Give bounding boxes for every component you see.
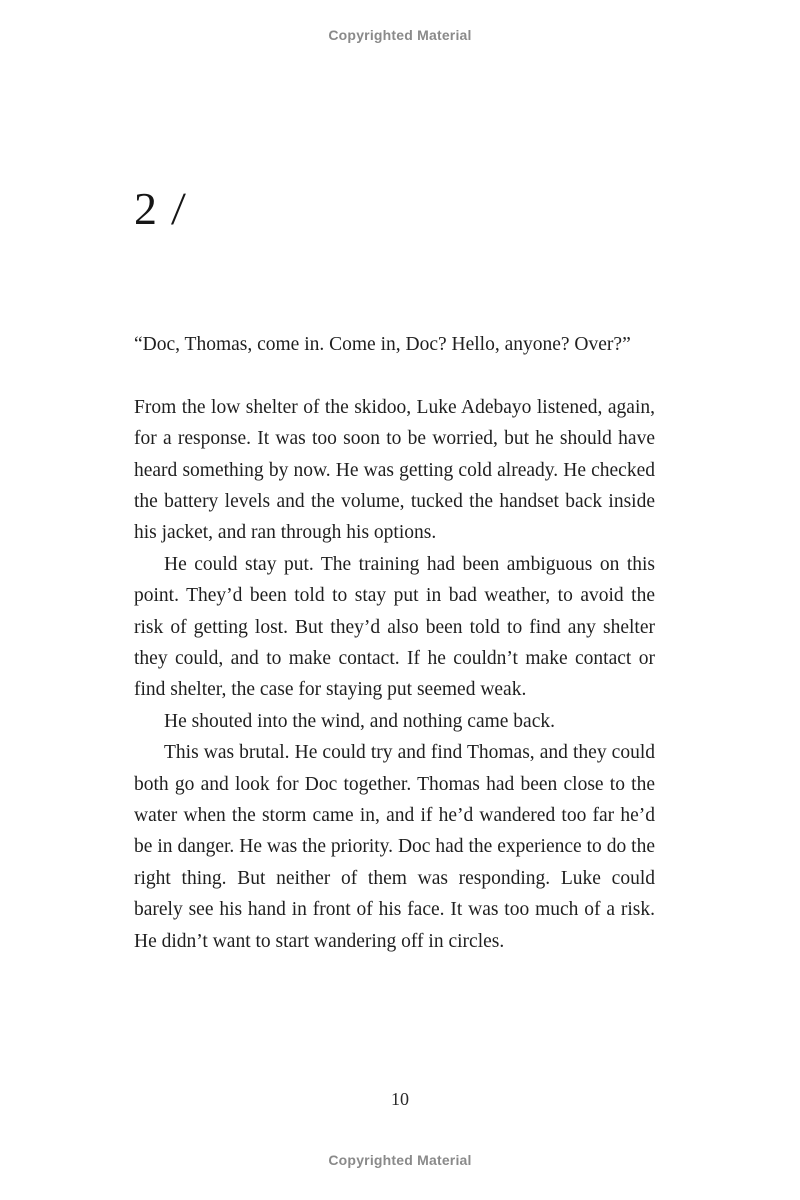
paragraph: This was brutal. He could try and find Thomas, and they could both go and look for Doc together. Thomas had been close to the water when the storm came in, and if he’d wandered too far he’d be in danger. He was the priority. Doc had the experience to do the right thing. But neither of them was responding. Luke could barely see his hand in front of his face. It was too much of a risk. He didn’t want to start wandering off in circles. [134,742,655,952]
copyright-banner-top: Copyrighted Material [328,27,472,43]
page-number: 10 [391,1089,409,1109]
paragraph: He shouted into the wind, and nothing came back. [164,710,555,732]
chapter-number: 2 [134,183,157,234]
chapter-heading [134,183,187,234]
paragraph-dialogue: “Doc, Thomas, come in. Come in, Doc? Hello, anyone? Over?” [134,334,631,355]
body-text-block [134,329,655,957]
chapter-separator-slash: / [170,183,187,234]
paragraph: He could stay put. The training had been ambiguous on this point. They’d been told to stay put in bad weather, to avoid the risk of getting lost. But they’d also been told to find any shelter they could, and to make contact. If he couldn’t make contact or find shelter, the case for staying put seemed weak. [134,553,655,701]
paragraph: From the low shelter of the skidoo, Luke Adebayo listened, again, for a response. It was too soon to be worried, but he should have heard something by now. He was getting cold already. He checked the battery levels and the volume, tucked the handset back inside his jacket, and ran through his options. [134,396,655,544]
copyright-banner-bottom: Copyrighted Material [328,1152,472,1168]
